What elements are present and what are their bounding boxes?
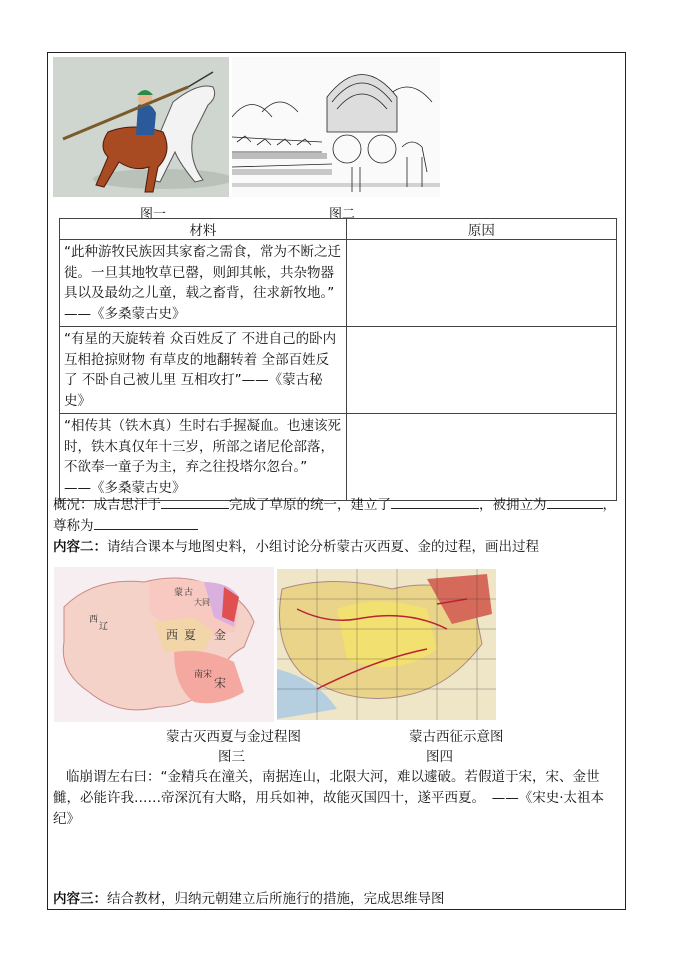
material-cell: “有星的天旋转着 众百姓反了 不进自己的卧内 互相抢掠财物 有草皮的地翻转着 全部百姓反了 不卧自己被儿里 互相攻打”——《蒙古秘史》 bbox=[60, 327, 347, 414]
map-label-mongol: 蒙 bbox=[174, 588, 184, 598]
figure-4-caption: 图四 bbox=[426, 749, 453, 765]
map-label-xixia: 西 bbox=[166, 628, 179, 642]
overview-paragraph bbox=[53, 495, 623, 537]
figure-1-image bbox=[53, 57, 229, 197]
content-3-label: 内容三： bbox=[53, 891, 107, 907]
materials-table bbox=[59, 218, 617, 501]
content-2-label: 内容二： bbox=[53, 539, 107, 555]
blank-honorific[interactable] bbox=[94, 516, 198, 530]
content-2-text: 请结合课本与地图史料，小组讨论分析蒙古灭西夏、金的过程，画出过程 bbox=[107, 539, 539, 555]
blank-year[interactable] bbox=[161, 495, 229, 509]
map-label-xiliao: 西 bbox=[89, 615, 99, 625]
map-label-liao: 辽 bbox=[99, 622, 109, 632]
figure-4-title: 蒙古西征示意图 bbox=[409, 729, 504, 745]
content-3-text: 结合教材，归纳元朝建立后所施行的措施，完成思维导图 bbox=[107, 891, 445, 907]
overview-text: 概况：成吉思汗于 bbox=[53, 497, 161, 513]
content-3 bbox=[53, 889, 623, 910]
map-label-gu: 古 bbox=[184, 588, 194, 598]
reason-cell[interactable] bbox=[346, 414, 616, 501]
table-row bbox=[60, 414, 617, 501]
map-label-datong: 大同 bbox=[194, 598, 210, 607]
figure-2-image bbox=[232, 57, 440, 197]
reason-cell[interactable] bbox=[346, 240, 616, 327]
table-row bbox=[60, 240, 617, 327]
header-reason: 原因 bbox=[346, 219, 616, 240]
overview-text: ，被拥立为 bbox=[479, 497, 547, 513]
overview-text: 完成了草原的统一，建立了 bbox=[229, 497, 391, 513]
overview-text: 尊称为 bbox=[53, 518, 94, 534]
content-2 bbox=[53, 537, 623, 558]
map-label-xia: 夏 bbox=[184, 628, 197, 642]
map-label-nansong: 南宋 bbox=[194, 670, 213, 680]
reason-cell[interactable] bbox=[346, 327, 616, 414]
figure-1-caption: 图一 bbox=[140, 207, 167, 222]
figure-2-caption: 图二 bbox=[329, 207, 356, 222]
table-row bbox=[60, 327, 617, 414]
material-cell: “此种游牧民族因其家畜之需食，常为不断之迁徙。一旦其地牧草已罄，则卸其帐，共杂物器具以及最幼之儿童，载之畜背，往求新牧地。” ——《多桑蒙古史》 bbox=[60, 240, 347, 327]
overview-text: ， bbox=[602, 497, 616, 513]
figure-3-title: 蒙古灭西夏与金过程图 bbox=[166, 729, 301, 745]
map-label-jin: 金 bbox=[214, 628, 227, 642]
figure-3-caption: 图三 bbox=[218, 749, 245, 765]
material-cell: “相传其（铁木真）生时右手握凝血。也速该死时，铁木真仅年十三岁，所部之诸尼伦部落，不欲奉一童子为主，弃之往投塔尔忽台。” ——《多桑蒙古史》 bbox=[60, 414, 347, 501]
song-history-quote: 临崩谓左右曰：“金精兵在潼关，南据连山，北限大河，难以遽破。若假道于宋，宋、金世雠，必能许我……帝深沉有大略，用兵如神，故能灭国四十，遂平西夏。 ——《宋史·太祖本纪》 bbox=[53, 769, 605, 827]
figure-3-map bbox=[54, 567, 274, 722]
blank-title[interactable] bbox=[547, 495, 603, 509]
figure-4-map bbox=[277, 569, 496, 720]
header-materials: 材料 bbox=[60, 219, 347, 240]
blank-state[interactable] bbox=[391, 495, 479, 509]
map-label-song: 宋 bbox=[214, 676, 227, 690]
